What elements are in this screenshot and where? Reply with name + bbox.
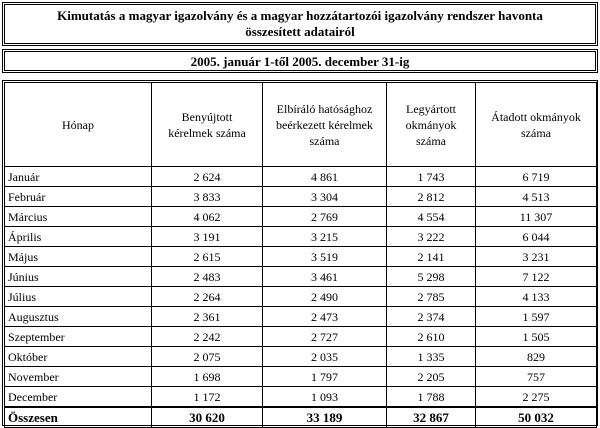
header-produced-line: száma <box>416 133 446 148</box>
value-cell: 2 275 <box>476 387 597 408</box>
value-cell: 757 <box>476 367 597 387</box>
month-cell: Január <box>5 167 152 187</box>
header-delivered <box>476 83 597 167</box>
table-row <box>5 347 597 367</box>
value-cell: 3 215 <box>263 227 387 247</box>
value-cell: 3 191 <box>152 227 263 247</box>
value-cell: 1 743 <box>387 167 476 187</box>
value-cell: 4 554 <box>387 207 476 227</box>
header-received-line: beérkezett kérelmek <box>276 117 373 132</box>
value-cell: 2 361 <box>152 307 263 327</box>
value-cell: 11 307 <box>476 207 597 227</box>
value-cell: 2 205 <box>387 367 476 387</box>
table-row <box>5 207 597 227</box>
header-received-line: száma <box>309 133 340 148</box>
value-cell: 1 335 <box>387 347 476 367</box>
value-cell: 3 461 <box>263 267 387 287</box>
period-box <box>2 49 598 73</box>
header-month-line: Hónap <box>62 117 94 132</box>
header-produced <box>387 83 476 167</box>
value-cell: 7 122 <box>476 267 597 287</box>
value-cell: 2 035 <box>263 347 387 367</box>
month-cell: Október <box>5 347 152 367</box>
value-cell: 2 242 <box>152 327 263 347</box>
value-cell: 1 788 <box>387 387 476 408</box>
value-cell: 4 062 <box>152 207 263 227</box>
header-produced-line: Legyártott <box>406 101 456 116</box>
table-row <box>5 187 597 207</box>
month-cell: Március <box>5 207 152 227</box>
value-cell: 3 222 <box>387 227 476 247</box>
month-cell: Június <box>5 267 152 287</box>
month-cell: Július <box>5 287 152 307</box>
total-row <box>5 407 597 428</box>
month-cell: Február <box>5 187 152 207</box>
table-row <box>5 167 597 187</box>
report-period: 2005. január 1-től 2005. december 31-ig <box>190 54 410 69</box>
header-received-line: Elbíráló hatósághoz <box>276 101 373 116</box>
table-row <box>5 227 597 247</box>
table-row <box>5 367 597 387</box>
value-cell: 2 727 <box>263 327 387 347</box>
value-cell: 2 264 <box>152 287 263 307</box>
table-row <box>5 307 597 327</box>
value-cell: 2 610 <box>387 327 476 347</box>
table-row <box>5 267 597 287</box>
value-cell: 1 797 <box>263 367 387 387</box>
report-title-line-1: Kimutatás a magyar igazolvány és a magyar hozzátartozói igazolvány rendszer havonta <box>57 8 543 23</box>
value-cell: 2 490 <box>263 287 387 307</box>
header-delivered-line: száma <box>521 125 551 140</box>
value-cell: 2 785 <box>387 287 476 307</box>
table-body <box>5 167 597 428</box>
total-value-cell: 30 620 <box>152 407 263 428</box>
table-row <box>5 247 597 267</box>
header-submitted <box>152 83 263 167</box>
value-cell: 2 483 <box>152 267 263 287</box>
value-cell: 3 304 <box>263 187 387 207</box>
value-cell: 3 231 <box>476 247 597 267</box>
month-cell: Május <box>5 247 152 267</box>
total-value-cell: 32 867 <box>387 407 476 428</box>
table-header-row <box>5 83 597 167</box>
table-row <box>5 287 597 307</box>
value-cell: 2 624 <box>152 167 263 187</box>
value-cell: 2 075 <box>152 347 263 367</box>
value-cell: 1 698 <box>152 367 263 387</box>
header-received <box>263 83 387 167</box>
month-cell: November <box>5 367 152 387</box>
header-month <box>5 83 152 167</box>
value-cell: 4 861 <box>263 167 387 187</box>
report-title <box>3 8 597 40</box>
total-label: Összesen <box>5 407 152 428</box>
header-submitted-line: Benyújtott <box>181 109 233 124</box>
value-cell: 2 374 <box>387 307 476 327</box>
value-cell: 1 172 <box>152 387 263 408</box>
value-cell: 5 298 <box>387 267 476 287</box>
title-box <box>2 2 598 46</box>
value-cell: 2 141 <box>387 247 476 267</box>
month-cell: December <box>5 387 152 408</box>
month-cell: Szeptember <box>5 327 152 347</box>
value-cell: 1 597 <box>476 307 597 327</box>
header-produced-line: okmányok <box>405 117 457 132</box>
month-cell: Augusztus <box>5 307 152 327</box>
value-cell: 1 505 <box>476 327 597 347</box>
value-cell: 6 044 <box>476 227 597 247</box>
value-cell: 2 473 <box>263 307 387 327</box>
value-cell: 4 133 <box>476 287 597 307</box>
month-cell: Április <box>5 227 152 247</box>
monthly-data-table <box>4 82 597 428</box>
header-submitted-line: kérelmek száma <box>168 125 246 140</box>
value-cell: 2 769 <box>263 207 387 227</box>
value-cell: 2 812 <box>387 187 476 207</box>
report-title-line-2: összesített adatairól <box>245 24 355 39</box>
table-row <box>5 327 597 347</box>
header-delivered-line: Átadott okmányok <box>491 109 581 124</box>
value-cell: 829 <box>476 347 597 367</box>
total-value-cell: 33 189 <box>263 407 387 428</box>
data-table-frame <box>2 80 598 426</box>
value-cell: 3 833 <box>152 187 263 207</box>
table-row <box>5 387 597 408</box>
value-cell: 1 093 <box>263 387 387 408</box>
value-cell: 4 513 <box>476 187 597 207</box>
value-cell: 3 519 <box>263 247 387 267</box>
total-value-cell: 50 032 <box>476 407 597 428</box>
value-cell: 6 719 <box>476 167 597 187</box>
value-cell: 2 615 <box>152 247 263 267</box>
